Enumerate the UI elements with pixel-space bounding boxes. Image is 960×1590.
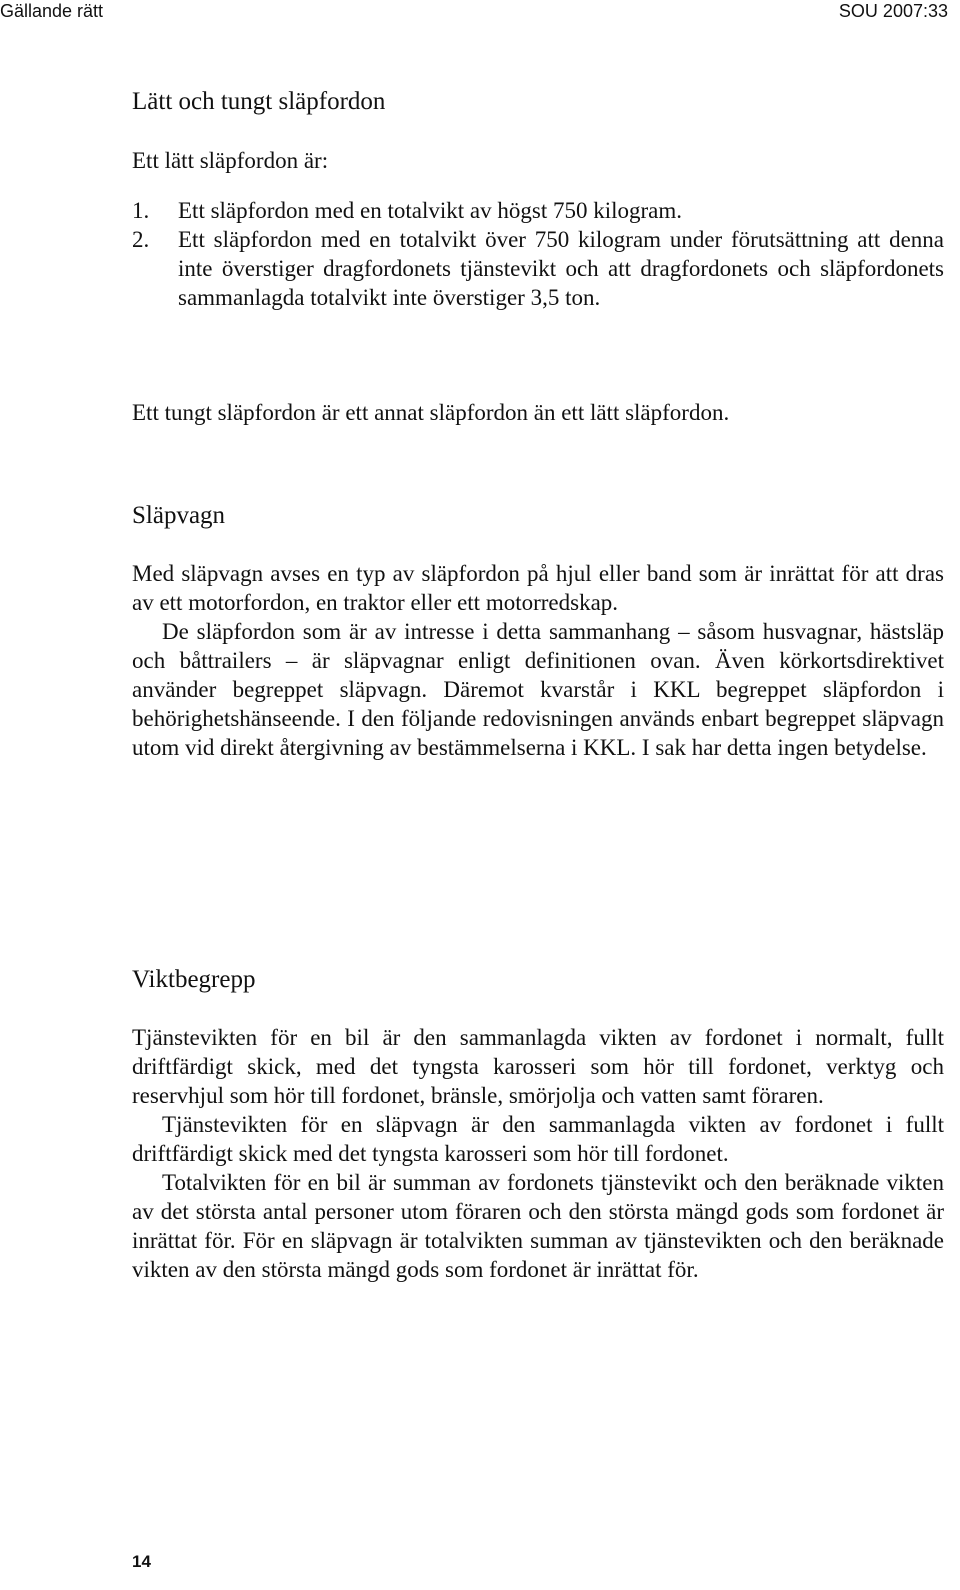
paragraph: Totalvikten för en bil är summan av fordonets tjänstevikt och den beräknade vikten av det största antal personer utom föraren och den största mängd gods som fordonet är inrättat för. För en släpvagn är totalvikten summan av tjänstevikten och den beräknade vikten av den största mängd gods som fordonet är inrättat för. — [132, 1170, 944, 1282]
section1-intro: Ett lätt släpfordon är: — [132, 148, 329, 173]
list-item-number: 2. — [132, 227, 150, 252]
list-item — [132, 196, 944, 225]
running-header — [0, 0, 948, 26]
section-heading-viktbegrepp: Viktbegrepp — [132, 966, 256, 993]
list-item-text: Ett släpfordon med en totalvikt av högst 750 kilogram. — [178, 198, 683, 223]
header-document-id: SOU 2007:33 — [838, 1, 948, 21]
section2-body — [132, 559, 944, 762]
page-number: 14 — [132, 1552, 151, 1571]
list-item-text: Ett släpfordon med en totalvikt över 750 kilogram under förutsättning att denna inte överstiger dragfordonets tjänstevikt och att dragfordonets och släpfordonets sammanlagda totalvikt inte överstiger 3,5 ton. — [178, 227, 944, 310]
paragraph: Tjänstevikten för en släpvagn är den sammanlagda vikten av fordonet i fullt driftfärdigt skick med det tyngsta karosseri som hör till fordonet. — [132, 1112, 944, 1166]
paragraph: Tjänstevikten för en bil är den sammanlagda vikten av fordonet i normalt, fullt driftfärdigt skick, med det tyngsta karosseri som hör till fordonet, verktyg och reservhjul som hör till fordonet, bränsle, smörjolja och vatten samt föraren. — [132, 1025, 944, 1108]
list-item — [132, 225, 944, 312]
section-heading-latt-tungt: Lätt och tungt släpfordon — [132, 88, 386, 115]
paragraph: Med släpvagn avses en typ av släpfordon på hjul eller band som är inrättat för att dras av ett motorfordon, en traktor eller ett motorredskap. — [132, 561, 944, 615]
definition-list — [132, 196, 944, 312]
paragraph: De släpfordon som är av intresse i detta sammanhang – såsom husvagnar, hästsläp och båttrailers – är släpvagnar enligt definitionen ovan. Även körkortsdirektivet använder begreppet släpvagn. Däremot kvarstår i KKL begreppet släpfordon i behörighetshänseende. I den följande redovisningen används enbart begreppet släpvagn utom vid direkt återgivning av bestämmelserna i KKL. I sak har detta ingen betydelse. — [132, 619, 944, 760]
section-heading-slapvagn: Släpvagn — [132, 502, 226, 529]
list-item-number: 1. — [132, 198, 150, 223]
header-chapter-title: Gällande rätt — [0, 1, 104, 21]
section3-body — [132, 1023, 944, 1284]
section1-closing: Ett tungt släpfordon är ett annat släpfordon än ett lätt släpfordon. — [132, 400, 730, 425]
